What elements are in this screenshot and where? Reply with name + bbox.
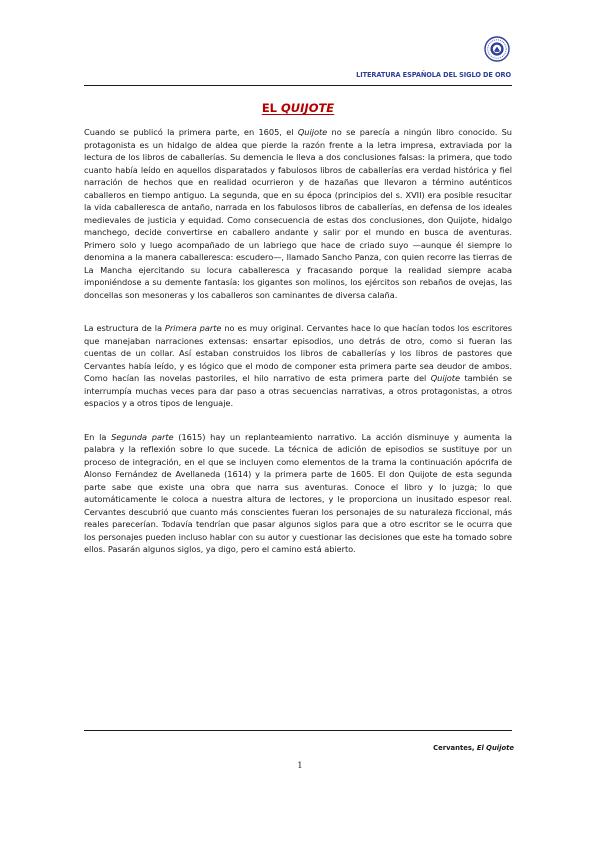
document-title-emphasis: QUIJOTE bbox=[281, 101, 335, 115]
footer-label bbox=[433, 744, 514, 752]
paragraph-text: La estructura de la bbox=[84, 323, 165, 333]
footer-divider bbox=[84, 730, 512, 731]
document-title-prefix: EL bbox=[261, 101, 282, 115]
emphasis-text: Quijote bbox=[297, 127, 328, 137]
footer-label-emphasis: El Quijote bbox=[476, 744, 514, 752]
paragraph-text: no se parecía a ningún libro conocido. Su protagonista es un hidalgo de aldea que pierde la razón frente a la letra impresa, extraviada por la lectura de los libros de caballerías. Su demencia le lleva a dos conclusiones falsas: la primera, que todo cuanto había leído en aquellos disparatados y fabulosos libros de caballerías era verdad histórica y fiel narración de hechos que en realidad ocurrieron y de hazañas que llevaron a término auténticos caballeros en tiempo antiguo. La segunda, que en su época (principios del s. XVII) era posible resucitar la vida caballeresca de antaño, narrada en los fabulosos libros de caballerías, en defensa de los ideales medievales de justicia y equidad. Como consecuencia de estas dos conclusiones, don Quijote, hidalgo manchego, decide convertirse en caballero andante y salir por el mundo en busca de aventuras. Primero solo y luego acompañado de un labriego que hace de criado suyo —aunque él siempre lo denomina a la manera caballeresca: escudero—, llamado Sancho Panza, con quien recorre las tierras de La Mancha ejercitando su locura caballeresca y fracasando porque la realidad siempre acaba imponiéndose a su demente fantasía: los gigantes son molinos, los ejércitos son rebaños de ovejas, las doncellas son mesoneras y los caballeros son caminantes de diversa calaña. bbox=[84, 127, 512, 300]
header-title: LITERATURA ESPAÑOLA DEL SIGLO DE ORO bbox=[356, 71, 511, 79]
paragraph-text: Cuando se publicó la primera parte, en 1605, el bbox=[84, 127, 298, 137]
emphasis-text: Quijote bbox=[430, 373, 461, 383]
emphasis-text: Segunda parte bbox=[111, 431, 174, 442]
emphasis-text: Primera parte bbox=[164, 323, 222, 333]
document-body bbox=[84, 126, 512, 577]
body-paragraph bbox=[84, 322, 512, 410]
body-paragraph bbox=[84, 126, 512, 301]
institution-seal-icon bbox=[484, 36, 510, 62]
paragraph-text: no es muy original. Cervantes hace lo que hacían todos los escritores que manejaban narraciones extensas: ensartar episodios, uno detrás de otro, como si fueran las cuentas de un collar. Así estaban construidos los libros de caballerías y los libros de pastores que Cervantes había leído, y es lógico que el modo de componer esta primera parte sea deudor de ambos. Como hacían las novelas pastoriles, el hilo narrativo de esta primera parte del bbox=[84, 323, 513, 383]
page-number: 1 bbox=[297, 761, 303, 771]
document-title bbox=[84, 101, 512, 115]
header-divider bbox=[84, 85, 512, 86]
footer-label-prefix: Cervantes, bbox=[433, 744, 477, 752]
paragraph-text: En la bbox=[84, 431, 112, 442]
paragraph-text: también se interrumpía muchas veces para dar paso a otras secuencias narrativas, a otros protagonistas, a otros espacios y a otros tipos de lenguaje. bbox=[84, 373, 512, 408]
body-paragraph bbox=[84, 431, 512, 556]
paragraph-text: (1615) hay un replanteamiento narrativo. La acción disminuye y aumenta la palabra y la reflexión sobre lo que sucede. La técnica de adición de episodios se sustituye por un proceso de integración, en el que se incluyen como elementos de la trama la continuación apócrifa de Alonso Fernández de Avellaneda (1614) y la primera parte de 1605. El don Quijote de esta segunda parte sabe que existe una obra que narra sus aventuras. Conoce el libro y lo juzga; lo que automáticamente le coloca a nuestra altura de lectores, y le proporciona un inusitado espesor real. Cervantes descubrió que cuanto más conscientes fueran los personajes de su naturaleza ficcional, más reales parecerían. Todavía tendrían que pasar algunos siglos para que a otro escritor se le ocurra que los personajes pueden incluso hablar con su autor y cuestionar las decisiones que este ha tomado sobre ellos. Pasarán algunos siglos, ya digo, pero el camino está abierto. bbox=[84, 431, 513, 554]
